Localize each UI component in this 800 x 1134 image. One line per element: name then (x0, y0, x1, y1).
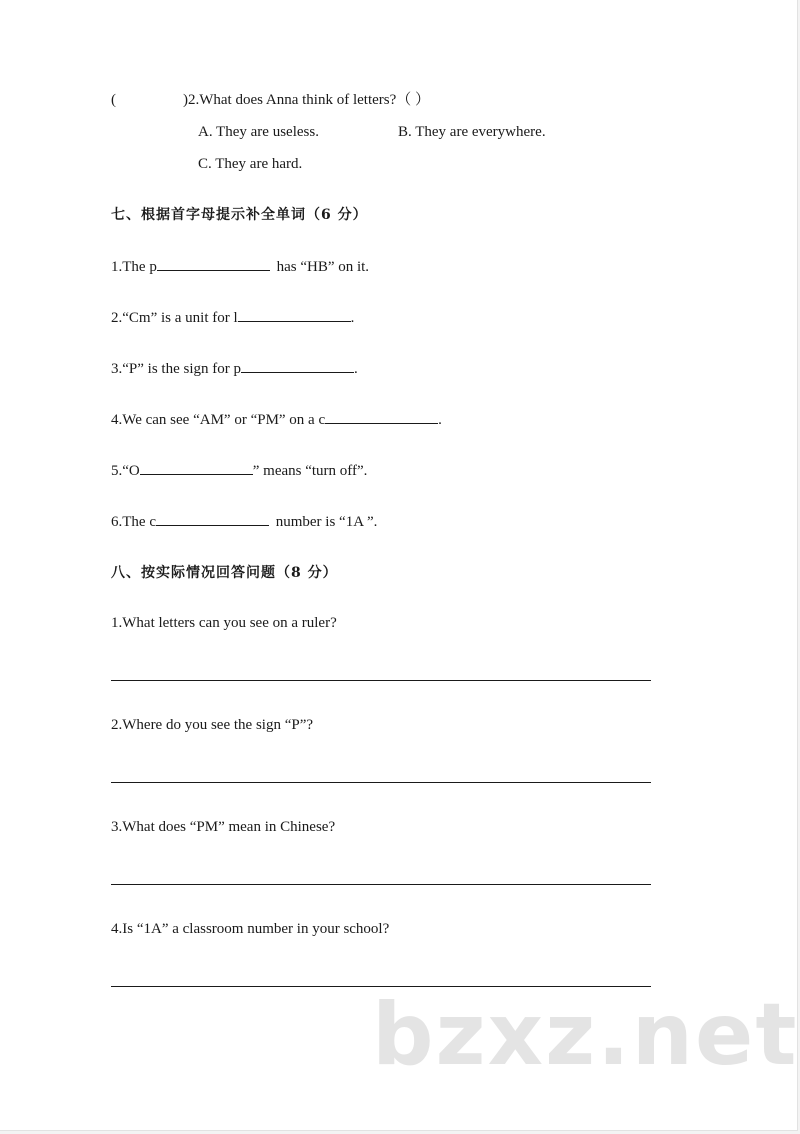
fill-item-text: . (350, 310, 355, 326)
question-2: 2.Where do you see the sign “P”? (111, 717, 314, 733)
fill-item-text: 6.The c (111, 514, 156, 530)
fill-item-4 (111, 409, 442, 430)
answer-paren-open: ( (111, 92, 116, 108)
fill-item-5 (111, 460, 367, 481)
fill-item-text: number is “1A ”. (271, 514, 378, 530)
option-a: A. They are useless. (198, 124, 319, 140)
fill-item-text: ” means “turn off”. (252, 463, 368, 479)
fill-item-text: 3.“P” is the sign for p (111, 361, 241, 377)
section-8-heading: 八、按实际情况回答问题（8 分） (111, 565, 338, 581)
fill-item-text: has “HB” on it. (272, 259, 370, 275)
option-c: C. They are hard. (198, 156, 303, 172)
fill-item-3 (111, 358, 358, 379)
site-watermark: bzxz.net (372, 985, 799, 1085)
fill-item-text: 4.We can see “AM” or “PM” on a c (111, 412, 326, 428)
answer-blank[interactable] (238, 307, 351, 322)
answer-blank[interactable] (325, 409, 438, 424)
question-3: 3.What does “PM” mean in Chinese? (111, 819, 336, 835)
answer-blank[interactable] (140, 460, 253, 475)
question-1: 1.What letters can you see on a ruler? (111, 615, 337, 631)
fill-item-text: 1.The p (111, 259, 157, 275)
question-2-stem: )2.What does Anna think of letters?（ ） (183, 92, 431, 108)
section-7-heading: 七、根据首字母提示补全单词（6 分） (111, 207, 368, 223)
answer-blank[interactable] (156, 511, 269, 526)
fill-item-text: 5.“O (111, 463, 140, 479)
answer-line-2[interactable] (111, 782, 651, 783)
fill-item-6 (111, 511, 377, 532)
fill-item-text: . (353, 361, 358, 377)
answer-line-3[interactable] (111, 884, 651, 885)
fill-item-text: . (438, 412, 442, 428)
fill-item-text: 2.“Cm” is a unit for l (111, 310, 238, 326)
answer-blank[interactable] (241, 358, 354, 373)
option-b: B. They are everywhere. (398, 124, 546, 140)
answer-blank[interactable] (157, 256, 270, 271)
answer-line-1[interactable] (111, 680, 651, 681)
fill-item-1 (111, 256, 369, 277)
question-4: 4.Is “1A” a classroom number in your school? (111, 921, 390, 937)
fill-item-2 (111, 307, 354, 328)
